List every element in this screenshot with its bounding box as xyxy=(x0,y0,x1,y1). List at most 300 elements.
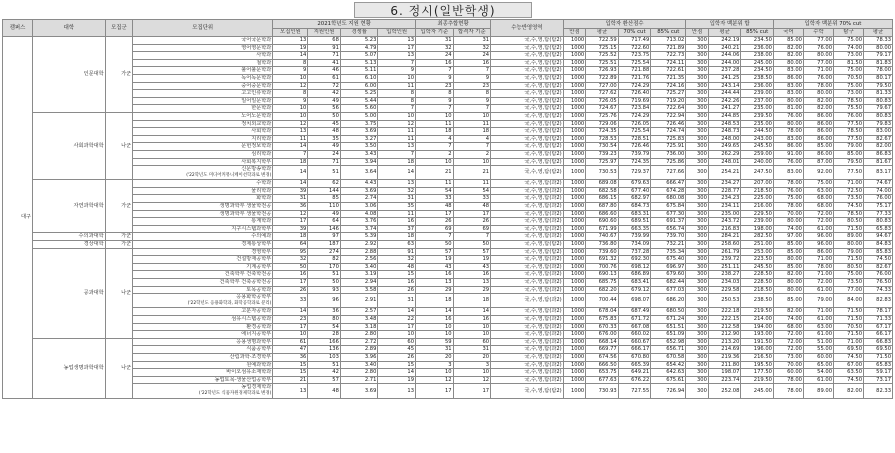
value-cell: 300 xyxy=(686,286,709,294)
value-cell: 653.75 xyxy=(586,369,619,377)
value-cell: 23 xyxy=(416,82,454,90)
header-wait-enrolled: 입학자 기준 xyxy=(416,29,454,37)
value-cell: 4.79 xyxy=(340,44,378,52)
value-cell: 51 xyxy=(308,271,341,279)
value-cell: 10 xyxy=(378,112,416,120)
value-cell: 82 xyxy=(308,256,341,264)
value-cell: 국,수,영,탐(과2) xyxy=(491,294,564,308)
value-cell: 71.00 xyxy=(803,308,833,316)
value-cell: 50 xyxy=(416,241,454,249)
unit-cell: 건축학부 건축공학전공 xyxy=(133,279,273,287)
value-cell: 국,수,영,탐(과2) xyxy=(491,376,564,384)
value-cell: 17 xyxy=(273,218,308,226)
value-cell: 16 xyxy=(453,271,491,279)
value-cell: 61.00 xyxy=(803,286,833,294)
value-cell: 83.00 xyxy=(773,82,803,90)
value-cell: 62 xyxy=(308,180,341,188)
table-row xyxy=(3,180,893,188)
value-cell: 300 xyxy=(686,67,709,75)
value-cell: 3.69 xyxy=(340,187,378,195)
value-cell: 80.00 xyxy=(834,241,864,249)
value-cell: 57 xyxy=(453,248,491,256)
unit-cell: 중어중문학과 xyxy=(133,82,273,90)
value-cell: 690.13 xyxy=(586,271,619,279)
reflect-cell: 1000 xyxy=(563,120,586,128)
unit-cell: 경제통상학부 xyxy=(133,241,273,249)
value-cell: 14 xyxy=(453,308,491,316)
value-cell: 79.17 xyxy=(864,52,893,60)
value-cell: 225.00 xyxy=(741,195,774,203)
value-cell: 67.17 xyxy=(864,323,893,331)
value-cell: 73.17 xyxy=(864,376,893,384)
value-cell: 73.00 xyxy=(834,90,864,98)
value-cell: 36 xyxy=(273,203,308,211)
value-cell: 668.14 xyxy=(586,338,619,346)
value-cell: 국,수,영,탐(과2) xyxy=(491,323,564,331)
value-cell: 85.00 xyxy=(773,37,803,45)
header-cut70-a: 70% cut xyxy=(618,29,651,37)
value-cell: 17 xyxy=(273,323,308,331)
value-cell: 5.13 xyxy=(340,59,378,67)
value-cell: 75.00 xyxy=(834,82,864,90)
value-cell: 7 xyxy=(416,233,454,241)
value-cell: 81.83 xyxy=(864,59,893,67)
value-cell: 170 xyxy=(308,263,341,271)
value-cell: 13 xyxy=(378,143,416,151)
value-cell: 71.00 xyxy=(803,256,833,264)
header-enrolled: 입학인원 xyxy=(378,29,416,37)
value-cell: 7 xyxy=(378,150,416,158)
value-cell: 9 xyxy=(416,97,454,105)
table-row xyxy=(3,331,893,339)
unit-cell: 지구시스템과학부 xyxy=(133,225,273,233)
value-cell: 73.00 xyxy=(773,353,803,361)
header-full-a: 만점 xyxy=(563,29,586,37)
value-cell: 26 xyxy=(378,286,416,294)
value-cell: 국,수,영,탐(과2) xyxy=(491,353,564,361)
value-cell: 78.00 xyxy=(864,67,893,75)
value-cell: 282.50 xyxy=(741,233,774,241)
value-cell: 3.74 xyxy=(340,225,378,233)
table-row xyxy=(3,233,893,241)
value-cell: 48 xyxy=(308,384,341,398)
reflect-cell: 1000 xyxy=(563,210,586,218)
value-cell: 300 xyxy=(686,195,709,203)
value-cell: 78.00 xyxy=(803,82,833,90)
value-cell: 725.91 xyxy=(651,143,686,151)
value-cell: 251.00 xyxy=(741,241,774,249)
value-cell: 248.01 xyxy=(708,158,741,166)
value-cell: 68.00 xyxy=(773,323,803,331)
value-cell: 685.75 xyxy=(586,279,619,287)
value-cell: 61.00 xyxy=(803,376,833,384)
value-cell: 66.17 xyxy=(864,331,893,339)
value-cell: 33 xyxy=(453,195,491,203)
table-row xyxy=(3,120,893,128)
value-cell: 85.00 xyxy=(803,143,833,151)
unit-cell: 독어독문학과 xyxy=(133,74,273,82)
value-cell: 76.00 xyxy=(803,44,833,52)
value-cell: 43 xyxy=(453,263,491,271)
value-cell: 79.67 xyxy=(864,105,893,113)
table-row xyxy=(3,59,893,67)
value-cell: 71 xyxy=(308,52,341,60)
value-cell: 663.35 xyxy=(618,225,651,233)
value-cell: 7 xyxy=(453,105,491,113)
value-cell: 300 xyxy=(686,315,709,323)
value-cell: 240.21 xyxy=(708,44,741,52)
value-cell: 3.75 xyxy=(340,120,378,128)
value-cell: 국,수,영,탐(탐2) xyxy=(491,37,564,45)
unit-cell: 화학과 xyxy=(133,195,273,203)
value-cell: 국,수,영,탐(탐2) xyxy=(491,82,564,90)
value-cell: 222.15 xyxy=(708,315,741,323)
value-cell: 237.00 xyxy=(741,97,774,105)
reflect-cell: 1000 xyxy=(563,308,586,316)
value-cell: 11 xyxy=(378,82,416,90)
value-cell: 300 xyxy=(686,361,709,369)
unit-cell: 건축학부 건축학전공 xyxy=(133,271,273,279)
value-cell: 72.00 xyxy=(773,331,803,339)
value-cell: 247.50 xyxy=(741,166,774,180)
value-cell: 2.80 xyxy=(340,369,378,377)
value-cell: 69.50 xyxy=(864,346,893,354)
value-cell: 71.00 xyxy=(834,180,864,188)
value-cell: 195.50 xyxy=(741,361,774,369)
value-cell: 85 xyxy=(308,195,341,203)
value-cell: 82.00 xyxy=(803,105,833,113)
value-cell: 216.00 xyxy=(741,203,774,211)
value-cell: 4.43 xyxy=(340,180,378,188)
value-cell: 719.69 xyxy=(618,97,651,105)
value-cell: 11 xyxy=(378,128,416,136)
value-cell: 국,수,영,탐(과2) xyxy=(491,263,564,271)
value-cell: 4 xyxy=(453,135,491,143)
value-cell: 32 xyxy=(453,44,491,52)
value-cell: 261.79 xyxy=(708,248,741,256)
value-cell: 2 xyxy=(453,150,491,158)
value-cell: 244.00 xyxy=(708,59,741,67)
value-cell: 74.00 xyxy=(834,44,864,52)
value-cell: 679.12 xyxy=(618,286,651,294)
value-cell: 691.37 xyxy=(651,218,686,226)
value-cell: 72.00 xyxy=(803,218,833,226)
unit-cell: 철학과 xyxy=(133,59,273,67)
value-cell: 725.76 xyxy=(586,112,619,120)
value-cell: 300 xyxy=(686,44,709,52)
value-cell: 80.83 xyxy=(864,218,893,226)
value-cell: 국,수,영,탐(과2) xyxy=(491,315,564,323)
value-cell: 248.53 xyxy=(708,120,741,128)
value-cell: 46 xyxy=(308,67,341,75)
value-cell: 725.51 xyxy=(586,59,619,67)
value-cell: 677.30 xyxy=(651,210,686,218)
value-cell: 300 xyxy=(686,112,709,120)
value-cell: 300 xyxy=(686,120,709,128)
value-cell: 642.63 xyxy=(651,369,686,377)
value-cell: 85.00 xyxy=(773,294,803,308)
value-cell: 698.12 xyxy=(618,263,651,271)
value-cell: 8 xyxy=(273,59,308,67)
value-cell: 191.50 xyxy=(741,338,774,346)
value-cell: 77.00 xyxy=(834,286,864,294)
value-cell: 300 xyxy=(686,248,709,256)
value-cell: 228.50 xyxy=(741,279,774,287)
reflect-cell: 1000 xyxy=(563,263,586,271)
value-cell: 86.00 xyxy=(803,150,833,158)
value-cell: 26 xyxy=(453,218,491,226)
value-cell: 726.05 xyxy=(618,120,651,128)
table-row xyxy=(3,82,893,90)
value-cell: 91 xyxy=(308,44,341,52)
value-cell: 83.00 xyxy=(773,135,803,143)
table-row xyxy=(3,67,893,75)
value-cell: 60.00 xyxy=(773,369,803,377)
value-cell: 80.00 xyxy=(864,44,893,52)
value-cell: 35 xyxy=(378,203,416,211)
value-cell: 42 xyxy=(308,90,341,98)
value-cell: 82.00 xyxy=(773,271,803,279)
value-cell: 32 xyxy=(273,256,308,264)
value-cell: 70.00 xyxy=(773,210,803,218)
value-cell: 13 xyxy=(378,180,416,188)
value-cell: 665.39 xyxy=(618,361,651,369)
value-cell: 72.50 xyxy=(834,187,864,195)
value-cell: 252.08 xyxy=(708,384,741,398)
value-cell: 248.73 xyxy=(708,128,741,136)
table-row xyxy=(3,338,893,346)
value-cell: 675.83 xyxy=(586,315,619,323)
value-cell: 15 xyxy=(273,361,308,369)
value-cell: 78.00 xyxy=(773,384,803,398)
value-cell: 660.02 xyxy=(618,331,651,339)
reflect-cell: 1000 xyxy=(563,105,586,113)
unit-cell: 노어노문학과 xyxy=(133,112,273,120)
value-cell: 82.83 xyxy=(864,294,893,308)
value-cell: 10 xyxy=(453,369,491,377)
value-cell: 국,수,영,탐(탐2) xyxy=(491,74,564,82)
value-cell: 726.93 xyxy=(586,67,619,75)
value-cell: 69 xyxy=(416,225,454,233)
value-cell: 300 xyxy=(686,225,709,233)
header-cut85-b: 85% cut xyxy=(741,29,774,37)
value-cell: 214.00 xyxy=(741,315,774,323)
value-cell: 8 xyxy=(273,90,308,98)
value-cell: 국,수,영,탐(탐2) xyxy=(491,44,564,52)
reflect-cell: 1000 xyxy=(563,59,586,67)
value-cell: 682.20 xyxy=(586,286,619,294)
value-cell: 193.00 xyxy=(741,331,774,339)
value-cell: 103 xyxy=(308,353,341,361)
reflect-cell: 1000 xyxy=(563,74,586,82)
value-cell: 730.93 xyxy=(586,384,619,398)
value-cell: 16 xyxy=(416,59,454,67)
value-cell: 국,수,영,탐(과2) xyxy=(491,346,564,354)
unit-cell: 바이오섬유소재학과 xyxy=(133,369,273,377)
value-cell: 677.40 xyxy=(618,187,651,195)
value-cell: 238.00 xyxy=(741,52,774,60)
value-cell: 83.00 xyxy=(773,166,803,180)
value-cell: 234.23 xyxy=(708,195,741,203)
value-cell: 724.35 xyxy=(586,128,619,136)
value-cell: 12 xyxy=(416,376,454,384)
value-cell: 675.40 xyxy=(651,256,686,264)
value-cell: 75.50 xyxy=(834,105,864,113)
value-cell: 725.15 xyxy=(586,44,619,52)
value-cell: 727.00 xyxy=(586,82,619,90)
value-cell: 57 xyxy=(308,376,341,384)
value-cell: 82.00 xyxy=(773,52,803,60)
value-cell: 76.00 xyxy=(773,187,803,195)
value-cell: 687.80 xyxy=(586,203,619,211)
value-cell: 48 xyxy=(308,128,341,136)
value-cell: 85.00 xyxy=(834,150,864,158)
value-cell: 78.50 xyxy=(834,97,864,105)
value-cell: 48 xyxy=(378,263,416,271)
value-cell: 8 xyxy=(453,90,491,98)
value-cell: 13 xyxy=(273,37,308,45)
value-cell: 78.00 xyxy=(773,376,803,384)
value-cell: 80.50 xyxy=(834,263,864,271)
value-cell: 68.00 xyxy=(803,195,833,203)
value-cell: 78.00 xyxy=(773,203,803,211)
value-cell: 219.36 xyxy=(708,353,741,361)
value-cell: 65.83 xyxy=(864,361,893,369)
value-cell: 86.00 xyxy=(803,248,833,256)
value-cell: 725.52 xyxy=(586,52,619,60)
unit-cell: 영어영문학과 xyxy=(133,44,273,52)
value-cell: 4.08 xyxy=(340,210,378,218)
value-cell: 2.74 xyxy=(340,195,378,203)
value-cell: 70.50 xyxy=(834,323,864,331)
value-cell: 48 xyxy=(416,203,454,211)
value-cell: 666.17 xyxy=(618,346,651,354)
value-cell: 669.77 xyxy=(586,346,619,354)
value-cell: 686.60 xyxy=(586,210,619,218)
value-cell: 45 xyxy=(378,346,416,354)
value-cell: 59.17 xyxy=(864,369,893,377)
value-cell: 국,수,영,탐(과2) xyxy=(491,225,564,233)
value-cell: 235.00 xyxy=(741,105,774,113)
value-cell: 국,수,영,탐(탐2) xyxy=(491,241,564,249)
value-cell: 721.76 xyxy=(618,74,651,82)
value-cell: 300 xyxy=(686,294,709,308)
value-cell: 10 xyxy=(273,74,308,82)
table-row xyxy=(3,187,893,195)
value-cell: 86.00 xyxy=(803,135,833,143)
value-cell: 684.73 xyxy=(618,203,651,211)
value-cell: 63.50 xyxy=(834,369,864,377)
value-cell: 734.09 xyxy=(618,241,651,249)
value-cell: 80.00 xyxy=(773,286,803,294)
value-cell: 686.15 xyxy=(586,195,619,203)
value-cell: 235.00 xyxy=(708,210,741,218)
group-cell: 가군 xyxy=(105,37,133,113)
value-cell: 722.94 xyxy=(651,112,686,120)
value-cell: 284.21 xyxy=(708,233,741,241)
value-cell: 국,수,영,탐(탐2) xyxy=(491,90,564,98)
value-cell: 234.50 xyxy=(741,67,774,75)
value-cell: 242.19 xyxy=(708,37,741,45)
value-cell: 19 xyxy=(378,376,416,384)
value-cell: 80.00 xyxy=(803,52,833,60)
value-cell: 국,수,영,탐(탐2) xyxy=(491,112,564,120)
header-full-b: 만점 xyxy=(686,29,709,37)
table-row xyxy=(3,369,893,377)
table-row xyxy=(3,74,893,82)
value-cell: 61.00 xyxy=(803,225,833,233)
value-cell: 177.50 xyxy=(741,369,774,377)
value-cell: 78.50 xyxy=(834,128,864,136)
table-row xyxy=(3,241,893,249)
unit-cell: 섬유시스템공학과 xyxy=(133,315,273,323)
value-cell: 12 xyxy=(273,210,308,218)
value-cell: 216.50 xyxy=(741,353,774,361)
value-cell: 51 xyxy=(308,361,341,369)
value-cell: 11 xyxy=(416,180,454,188)
header-planned: 모집인원 xyxy=(273,29,308,37)
value-cell: 237.28 xyxy=(708,67,741,75)
value-cell: 216.83 xyxy=(708,225,741,233)
unit-cell: 지리학과 xyxy=(133,135,273,143)
value-cell: 65.00 xyxy=(803,361,833,369)
reflect-cell: 1000 xyxy=(563,279,586,287)
unit-cell: 응용생명과학부 xyxy=(133,338,273,346)
value-cell: 739.99 xyxy=(618,233,651,241)
value-cell: 29 xyxy=(453,286,491,294)
value-cell: 136 xyxy=(308,346,341,354)
reflect-cell: 1000 xyxy=(563,195,586,203)
header-unit: 모집단위 xyxy=(133,20,273,37)
unit-cell: 불어불문학과 xyxy=(133,67,273,75)
value-cell: 244.44 xyxy=(708,90,741,98)
unit-cell: 수학과 xyxy=(133,180,273,188)
reflect-cell: 1000 xyxy=(563,361,586,369)
reflect-cell: 1000 xyxy=(563,225,586,233)
value-cell: 국,수,영,탐(과2) xyxy=(491,369,564,377)
value-cell: 82.00 xyxy=(834,384,864,398)
value-cell: 61 xyxy=(308,74,341,82)
value-cell: 9 xyxy=(416,74,454,82)
value-cell: 300 xyxy=(686,338,709,346)
value-cell: 726.46 xyxy=(618,143,651,151)
value-cell: 20 xyxy=(453,353,491,361)
value-cell: 9 xyxy=(273,67,308,75)
value-cell: 245.50 xyxy=(741,263,774,271)
table-row xyxy=(3,112,893,120)
value-cell: 7 xyxy=(378,105,416,113)
value-cell: 18 xyxy=(416,294,454,308)
value-cell: 686.89 xyxy=(618,271,651,279)
page-title: 6. 정시(일반학생) xyxy=(390,3,496,18)
reflect-cell: 1000 xyxy=(563,128,586,136)
value-cell: 68 xyxy=(308,37,341,45)
value-cell: 300 xyxy=(686,143,709,151)
table-row xyxy=(3,346,893,354)
table-row xyxy=(3,279,893,287)
value-cell: 198.00 xyxy=(741,225,774,233)
value-cell: 국,수,영,탐(탐2) xyxy=(491,128,564,136)
reflect-cell: 1000 xyxy=(563,218,586,226)
table-row xyxy=(3,286,893,294)
value-cell: 12 xyxy=(453,376,491,384)
value-cell: 725.54 xyxy=(618,59,651,67)
value-cell: 259.00 xyxy=(741,150,774,158)
value-cell: 26 xyxy=(273,286,308,294)
value-cell: 274 xyxy=(308,248,341,256)
value-cell: 737.28 xyxy=(618,248,651,256)
college-cell: 농업생명과학대학 xyxy=(33,338,106,398)
